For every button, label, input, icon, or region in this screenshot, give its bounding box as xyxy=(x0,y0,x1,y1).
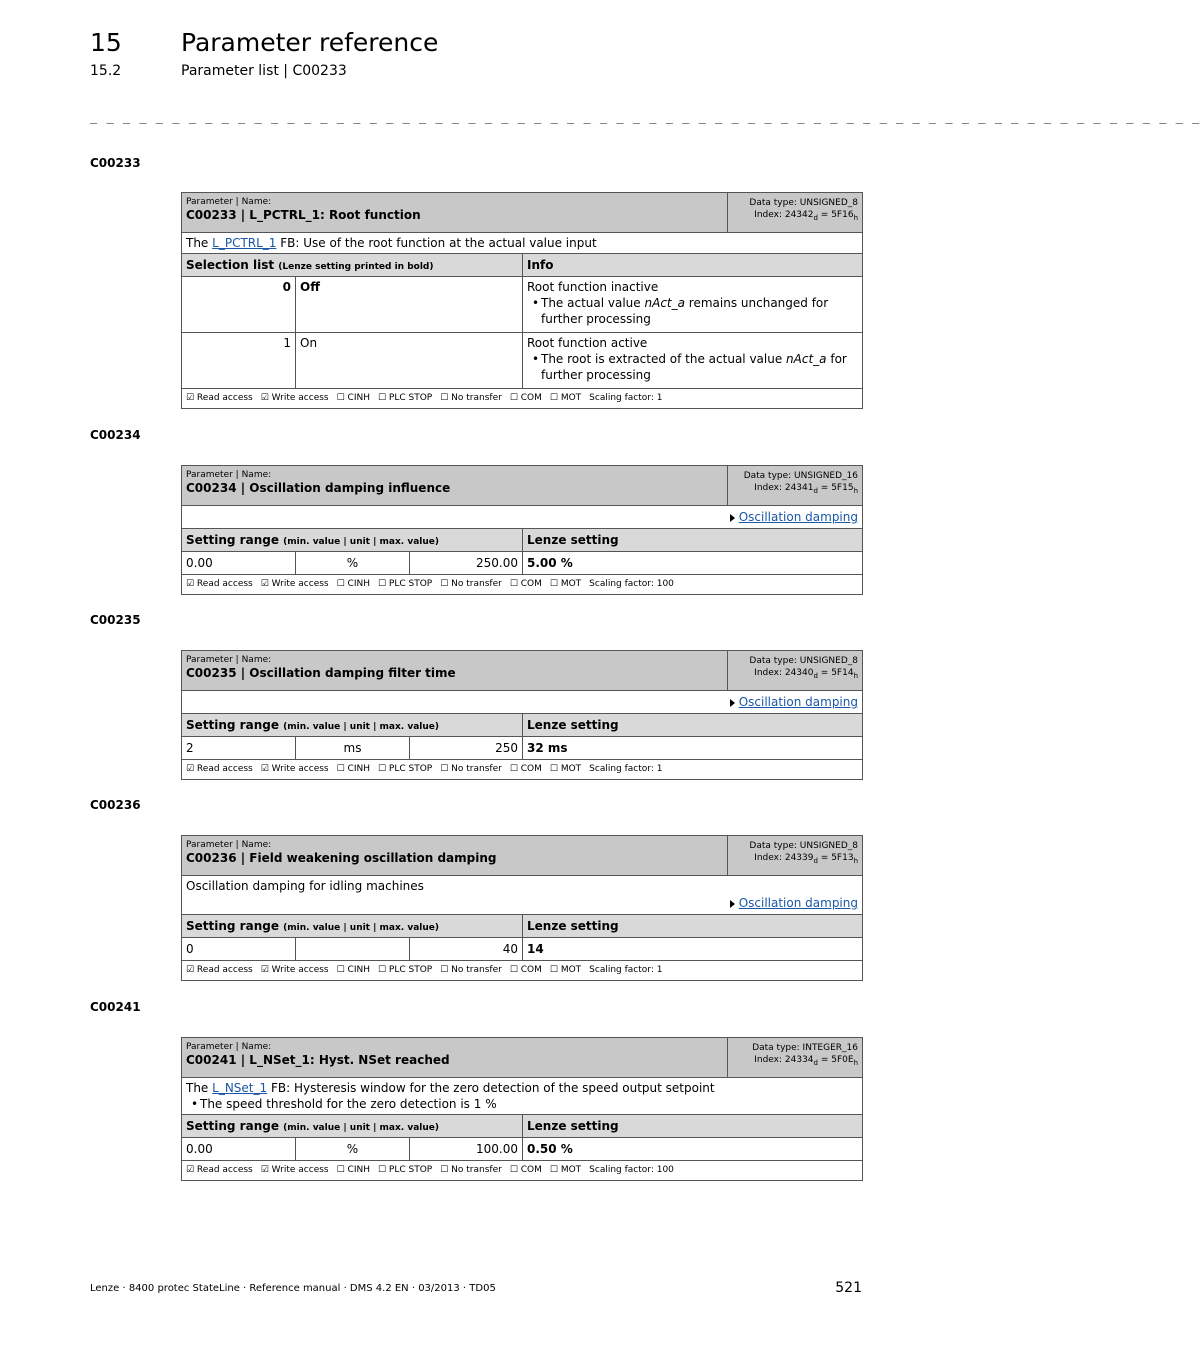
access-row: ☑ Read access ☑ Write access ☐ CINH ☐ PLC STOP ☐ No transfer ☐ COM ☐ MOT Scaling factor: 1 xyxy=(186,393,663,403)
param-index: Index: $24341_d = 5F15_h$ xyxy=(754,483,858,495)
param-index: Index: $24342_d = 5F16_h$ xyxy=(754,210,858,222)
param-name-label: Parameter | Name: xyxy=(186,655,272,665)
param-table-c00236 xyxy=(181,835,863,981)
param-name-label: Parameter | Name: xyxy=(186,197,272,207)
arrow-right-icon xyxy=(730,514,735,522)
param-table-c00235 xyxy=(181,650,863,780)
section-label-c00234: C00234 xyxy=(90,428,141,442)
setting-range-values: 2 ms 250 32 ms xyxy=(182,737,862,760)
link-row xyxy=(182,506,862,529)
param-table-c00241 xyxy=(181,1037,863,1181)
param-name: C00235 | Oscillation damping filter time xyxy=(186,666,456,680)
section-label-c00235: C00235 xyxy=(90,613,141,627)
section-label-c00241: C00241 xyxy=(90,1000,141,1014)
arrow-right-icon xyxy=(730,699,735,707)
data-type: Data type: UNSIGNED_8 xyxy=(749,656,858,666)
header-separator: _ _ _ _ _ _ _ _ _ _ _ _ _ _ _ _ _ _ _ _ _ _ _ _ _ _ _ _ _ _ _ _ _ _ _ _ _ _ _ _ _ _ _ _ _ _ _ _ _ _ _ _ _ _ _ _ _ _ _ _ _ _ _ _ _ _ _ _ xyxy=(90,110,1200,124)
access-row: ☑ Read access ☑ Write access ☐ CINH ☐ PLC STOP ☐ No transfer ☐ COM ☐ MOT Scaling factor: 100 xyxy=(186,1165,674,1175)
setting-range-header: Setting range (min. value | unit | max. value) Lenze setting xyxy=(182,1115,862,1138)
data-type: Data type: INTEGER_16 xyxy=(752,1043,858,1053)
arrow-right-icon xyxy=(730,900,735,908)
page-number: 521 xyxy=(835,1280,862,1296)
data-type: Data type: UNSIGNED_8 xyxy=(749,841,858,851)
setting-range-values: 0.00 % 100.00 0.50 % xyxy=(182,1138,862,1161)
setting-range-values: 0.00 % 250.00 5.00 % xyxy=(182,552,862,575)
footer-text: Lenze · 8400 protec StateLine · Reference manual · DMS 4.2 EN · 03/2013 · TD05 xyxy=(90,1283,496,1294)
data-type: Data type: UNSIGNED_16 xyxy=(743,471,858,481)
param-header xyxy=(182,193,862,233)
selection-option-0: 0 Off Root function inactive • The actual value nAct_a remains unchanged for further processing xyxy=(182,277,862,333)
param-header xyxy=(182,651,862,691)
selection-header-row: Selection list (Lenze setting printed in bold) Info xyxy=(182,254,862,277)
setting-range-header: Setting range (min. value | unit | max. value) Lenze setting xyxy=(182,714,862,737)
param-description: The L_PCTRL_1 FB: Use of the root function at the actual value input xyxy=(182,233,862,254)
chapter-number: 15 xyxy=(90,28,122,57)
param-index: Index: $24339_d = 5F13_h$ xyxy=(754,853,858,865)
param-header xyxy=(182,466,862,506)
setting-range-header: Setting range (min. value | unit | max. value) Lenze setting xyxy=(182,529,862,552)
param-name-label: Parameter | Name: xyxy=(186,840,272,850)
chapter-title: Parameter reference xyxy=(181,28,439,57)
param-table-c00234 xyxy=(181,465,863,595)
access-row: ☑ Read access ☑ Write access ☐ CINH ☐ PLC STOP ☐ No transfer ☐ COM ☐ MOT Scaling factor: 1 xyxy=(186,965,663,975)
param-description: The L_NSet_1 FB: Hysteresis window for the zero detection of the speed output setpoint • The speed threshold for the zero detection is 1 % xyxy=(182,1078,862,1115)
setting-range-values: 0 40 14 xyxy=(182,938,862,961)
section-number: 15.2 xyxy=(90,63,122,79)
fb-link[interactable]: L_NSet_1 xyxy=(212,1081,268,1095)
param-name-label: Parameter | Name: xyxy=(186,470,272,480)
param-description: Oscillation damping for idling machines Oscillation damping xyxy=(182,876,862,915)
oscillation-damping-link[interactable]: Oscillation damping xyxy=(738,695,858,709)
access-row: ☑ Read access ☑ Write access ☐ CINH ☐ PLC STOP ☐ No transfer ☐ COM ☐ MOT Scaling factor: 100 xyxy=(186,579,674,589)
param-index: Index: $24334_d = 5F0E_h$ xyxy=(754,1055,858,1067)
param-index: Index: $24340_d = 5F14_h$ xyxy=(754,668,858,680)
param-name-label: Parameter | Name: xyxy=(186,1042,272,1052)
selection-option-1: 1 On Root function active • The root is extracted of the actual value nAct_a for further processing xyxy=(182,333,862,389)
param-name: C00234 | Oscillation damping influence xyxy=(186,481,451,495)
param-name: C00241 | L_NSet_1: Hyst. NSet reached xyxy=(186,1053,450,1067)
param-name: C00233 | L_PCTRL_1: Root function xyxy=(186,208,421,222)
param-name: C00236 | Field weakening oscillation damping xyxy=(186,851,497,865)
access-row: ☑ Read access ☑ Write access ☐ CINH ☐ PLC STOP ☐ No transfer ☐ COM ☐ MOT Scaling factor: 1 xyxy=(186,764,663,774)
section-label-c00236: C00236 xyxy=(90,798,141,812)
fb-link[interactable]: L_PCTRL_1 xyxy=(212,236,277,250)
section-label-c00233: C00233 xyxy=(90,156,141,170)
param-header xyxy=(182,1038,862,1078)
setting-range-header: Setting range (min. value | unit | max. value) Lenze setting xyxy=(182,915,862,938)
param-header xyxy=(182,836,862,876)
param-table-c00233 xyxy=(181,192,863,409)
oscillation-damping-link[interactable]: Oscillation damping xyxy=(738,896,858,910)
link-row xyxy=(182,691,862,714)
section-title: Parameter list | C00233 xyxy=(181,63,347,79)
oscillation-damping-link[interactable]: Oscillation damping xyxy=(738,510,858,524)
data-type: Data type: UNSIGNED_8 xyxy=(749,198,858,208)
